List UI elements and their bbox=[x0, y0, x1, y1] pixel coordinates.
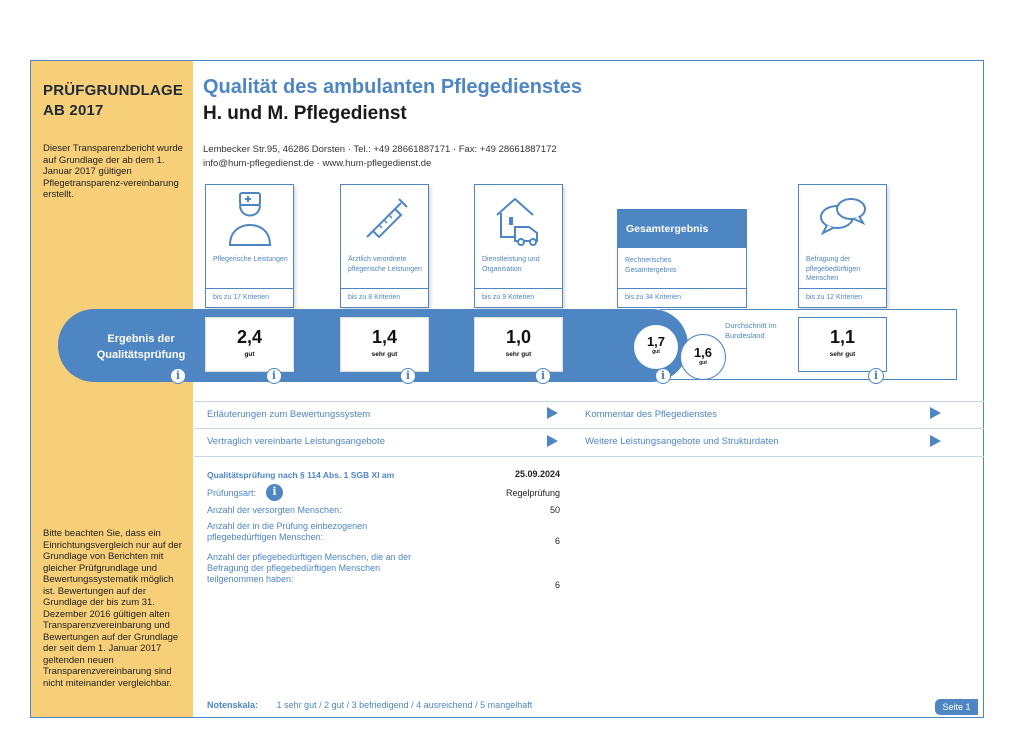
score-value: 2,4 bbox=[236, 327, 263, 347]
link-leistungsangebote[interactable]: Vertraglich vereinbarte Leistungsangebote bbox=[207, 436, 385, 447]
score-befragung bbox=[798, 317, 887, 372]
info-icon[interactable]: i bbox=[266, 368, 282, 384]
address-line: Lembecker Str.95, 46286 Dorsten · Tel.: +49 28661887171 · Fax: +49 28661887172 bbox=[203, 144, 557, 155]
result-band-title: Ergebnis der Qualitätsprüfung bbox=[96, 333, 186, 361]
info-icon[interactable]: i bbox=[266, 484, 283, 501]
house-car-icon bbox=[493, 191, 545, 249]
versorgt-value: 50 bbox=[549, 505, 560, 515]
gesamt-score: 1,7 bbox=[646, 334, 666, 349]
nurse-icon bbox=[224, 191, 276, 249]
play-arrow-icon[interactable] bbox=[547, 435, 558, 447]
average-score-circle bbox=[680, 334, 726, 380]
page-title: Qualität des ambulanten Pflegedienstes bbox=[203, 76, 582, 98]
pruefungsart-value: Regelprüfung bbox=[505, 488, 560, 498]
befragung-value: 6 bbox=[554, 580, 560, 590]
pruefungsart-text: Prüfungsart: bbox=[207, 488, 257, 498]
card-criteria: bis zu 12 Kriterien bbox=[799, 288, 886, 307]
notenskala-label: Notenskala: bbox=[207, 700, 259, 710]
play-arrow-icon[interactable] bbox=[930, 407, 941, 419]
score-dienstleistung bbox=[474, 317, 563, 372]
card-dienstleistung[interactable] bbox=[474, 184, 563, 308]
versorgt-label: Anzahl der versorgten Menschen: bbox=[207, 505, 342, 515]
divider bbox=[194, 401, 984, 402]
info-icon[interactable]: i bbox=[170, 368, 186, 384]
gesamt-grade: gut bbox=[652, 349, 660, 355]
contact-line: info@hum-pflegedienst.de · www.hum-pflegedienst.de bbox=[203, 158, 432, 169]
score-grade: sehr gut bbox=[829, 351, 856, 358]
score-grade: gut bbox=[244, 351, 255, 358]
card-aerztlich[interactable] bbox=[340, 184, 429, 308]
provider-name: H. und M. Pflegedienst bbox=[203, 103, 407, 124]
score-value: 1,0 bbox=[505, 327, 532, 347]
card-gesamt[interactable] bbox=[617, 209, 747, 308]
info-icon[interactable]: i bbox=[400, 368, 416, 384]
card-label: Ärztlich verordnete pflegerische Leistungen bbox=[348, 256, 422, 273]
score-value: 1,1 bbox=[829, 327, 856, 347]
card-befragung[interactable] bbox=[798, 184, 887, 308]
provider-address bbox=[203, 143, 557, 171]
gesamt-score-circle bbox=[634, 325, 678, 369]
einbezogen-value: 6 bbox=[554, 536, 560, 546]
gesamt-label: Rechnerisches Gesamtergebnis bbox=[625, 257, 677, 274]
card-criteria: bis zu 17 Kriterien bbox=[206, 288, 293, 307]
pruefungsart-label bbox=[207, 488, 256, 499]
score-pflegerische bbox=[205, 317, 294, 372]
divider bbox=[194, 428, 984, 429]
card-criteria: bis zu 8 Kriterien bbox=[341, 288, 428, 307]
card-label: Dienstleistung und Organisation bbox=[482, 256, 540, 273]
score-grade: sehr gut bbox=[505, 351, 532, 358]
divider bbox=[194, 456, 984, 457]
card-label: Pflegerische Leistungen bbox=[213, 256, 288, 263]
gesamt-heading: Gesamtergebnis bbox=[618, 210, 746, 248]
befragung-label: Anzahl der pflegebedürftigen Menschen, die an der Befragung der pflegebedürftigen Menschen teilgenommen haben: bbox=[207, 552, 412, 584]
speech-bubbles-icon bbox=[817, 191, 869, 249]
play-arrow-icon[interactable] bbox=[547, 407, 558, 419]
sidebar-note: Bitte beachten Sie, dass ein Einrichtungsvergleich nur auf der Grundlage von Berichten mit gleicher Prüfgrundlage und Bewertungssystematik möglich ist. Bewertungen auf der Grundlage der bis zum 31. Dezember 2016 gültigen alten Transparenzvereinbarung und Bewertungen auf der Grundlage der seit dem 1. Januar 2017 geltenden neuen Transparenzvereinbarung sind nicht miteinander vergleichbar. bbox=[43, 528, 182, 689]
pruefung-date: 25.09.2024 bbox=[514, 469, 560, 479]
einbezogen-label: Anzahl der in die Prüfung einbezogenen pflegebedürftigen Menschen: bbox=[207, 521, 368, 542]
card-criteria: bis zu 9 Kriterien bbox=[475, 288, 562, 307]
card-pflegerische[interactable] bbox=[205, 184, 294, 308]
link-bewertungssystem[interactable]: Erläuterungen zum Bewertungssystem bbox=[207, 409, 371, 420]
score-grade: sehr gut bbox=[371, 351, 398, 358]
score-aerztlich bbox=[340, 317, 429, 372]
average-grade: gut bbox=[699, 360, 707, 366]
score-value: 1,4 bbox=[371, 327, 398, 347]
notenskala bbox=[207, 700, 532, 710]
sidebar-heading bbox=[43, 81, 183, 121]
sidebar bbox=[31, 61, 193, 717]
card-label: Befragung der pflegebedürftigen Menschen bbox=[806, 256, 861, 282]
average-label: Durchschnitt im Bundesland bbox=[725, 321, 777, 340]
average-score: 1,6 bbox=[693, 345, 713, 360]
link-strukturdaten[interactable]: Weitere Leistungsangebote und Strukturdaten bbox=[585, 436, 779, 447]
notenskala-text: 1 sehr gut / 2 gut / 3 befriedigend / 4 ausreichend / 5 mangelhaft bbox=[276, 700, 533, 710]
sidebar-intro: Dieser Transparenzbericht wurde auf Grundlage der ab dem 1. Januar 2017 gültigen Pflegetransparenz-vereinbarung erstellt. bbox=[43, 143, 183, 200]
info-icon[interactable]: i bbox=[868, 368, 884, 384]
play-arrow-icon[interactable] bbox=[930, 435, 941, 447]
sidebar-heading-line2: AB 2017 bbox=[43, 102, 104, 119]
syringe-icon bbox=[359, 191, 411, 249]
info-icon[interactable]: i bbox=[535, 368, 551, 384]
info-icon[interactable]: i bbox=[655, 368, 671, 384]
sidebar-heading-line1: PRÜFGRUNDLAGE bbox=[43, 82, 184, 99]
pruefung-label: Qualitätsprüfung nach § 114 Abs. 1 SGB XI am bbox=[207, 470, 395, 480]
page-number: Seite 1 bbox=[935, 699, 978, 715]
gesamt-criteria: bis zu 34 Kriterien bbox=[618, 288, 746, 307]
link-kommentar[interactable]: Kommentar des Pflegedienstes bbox=[585, 409, 718, 420]
